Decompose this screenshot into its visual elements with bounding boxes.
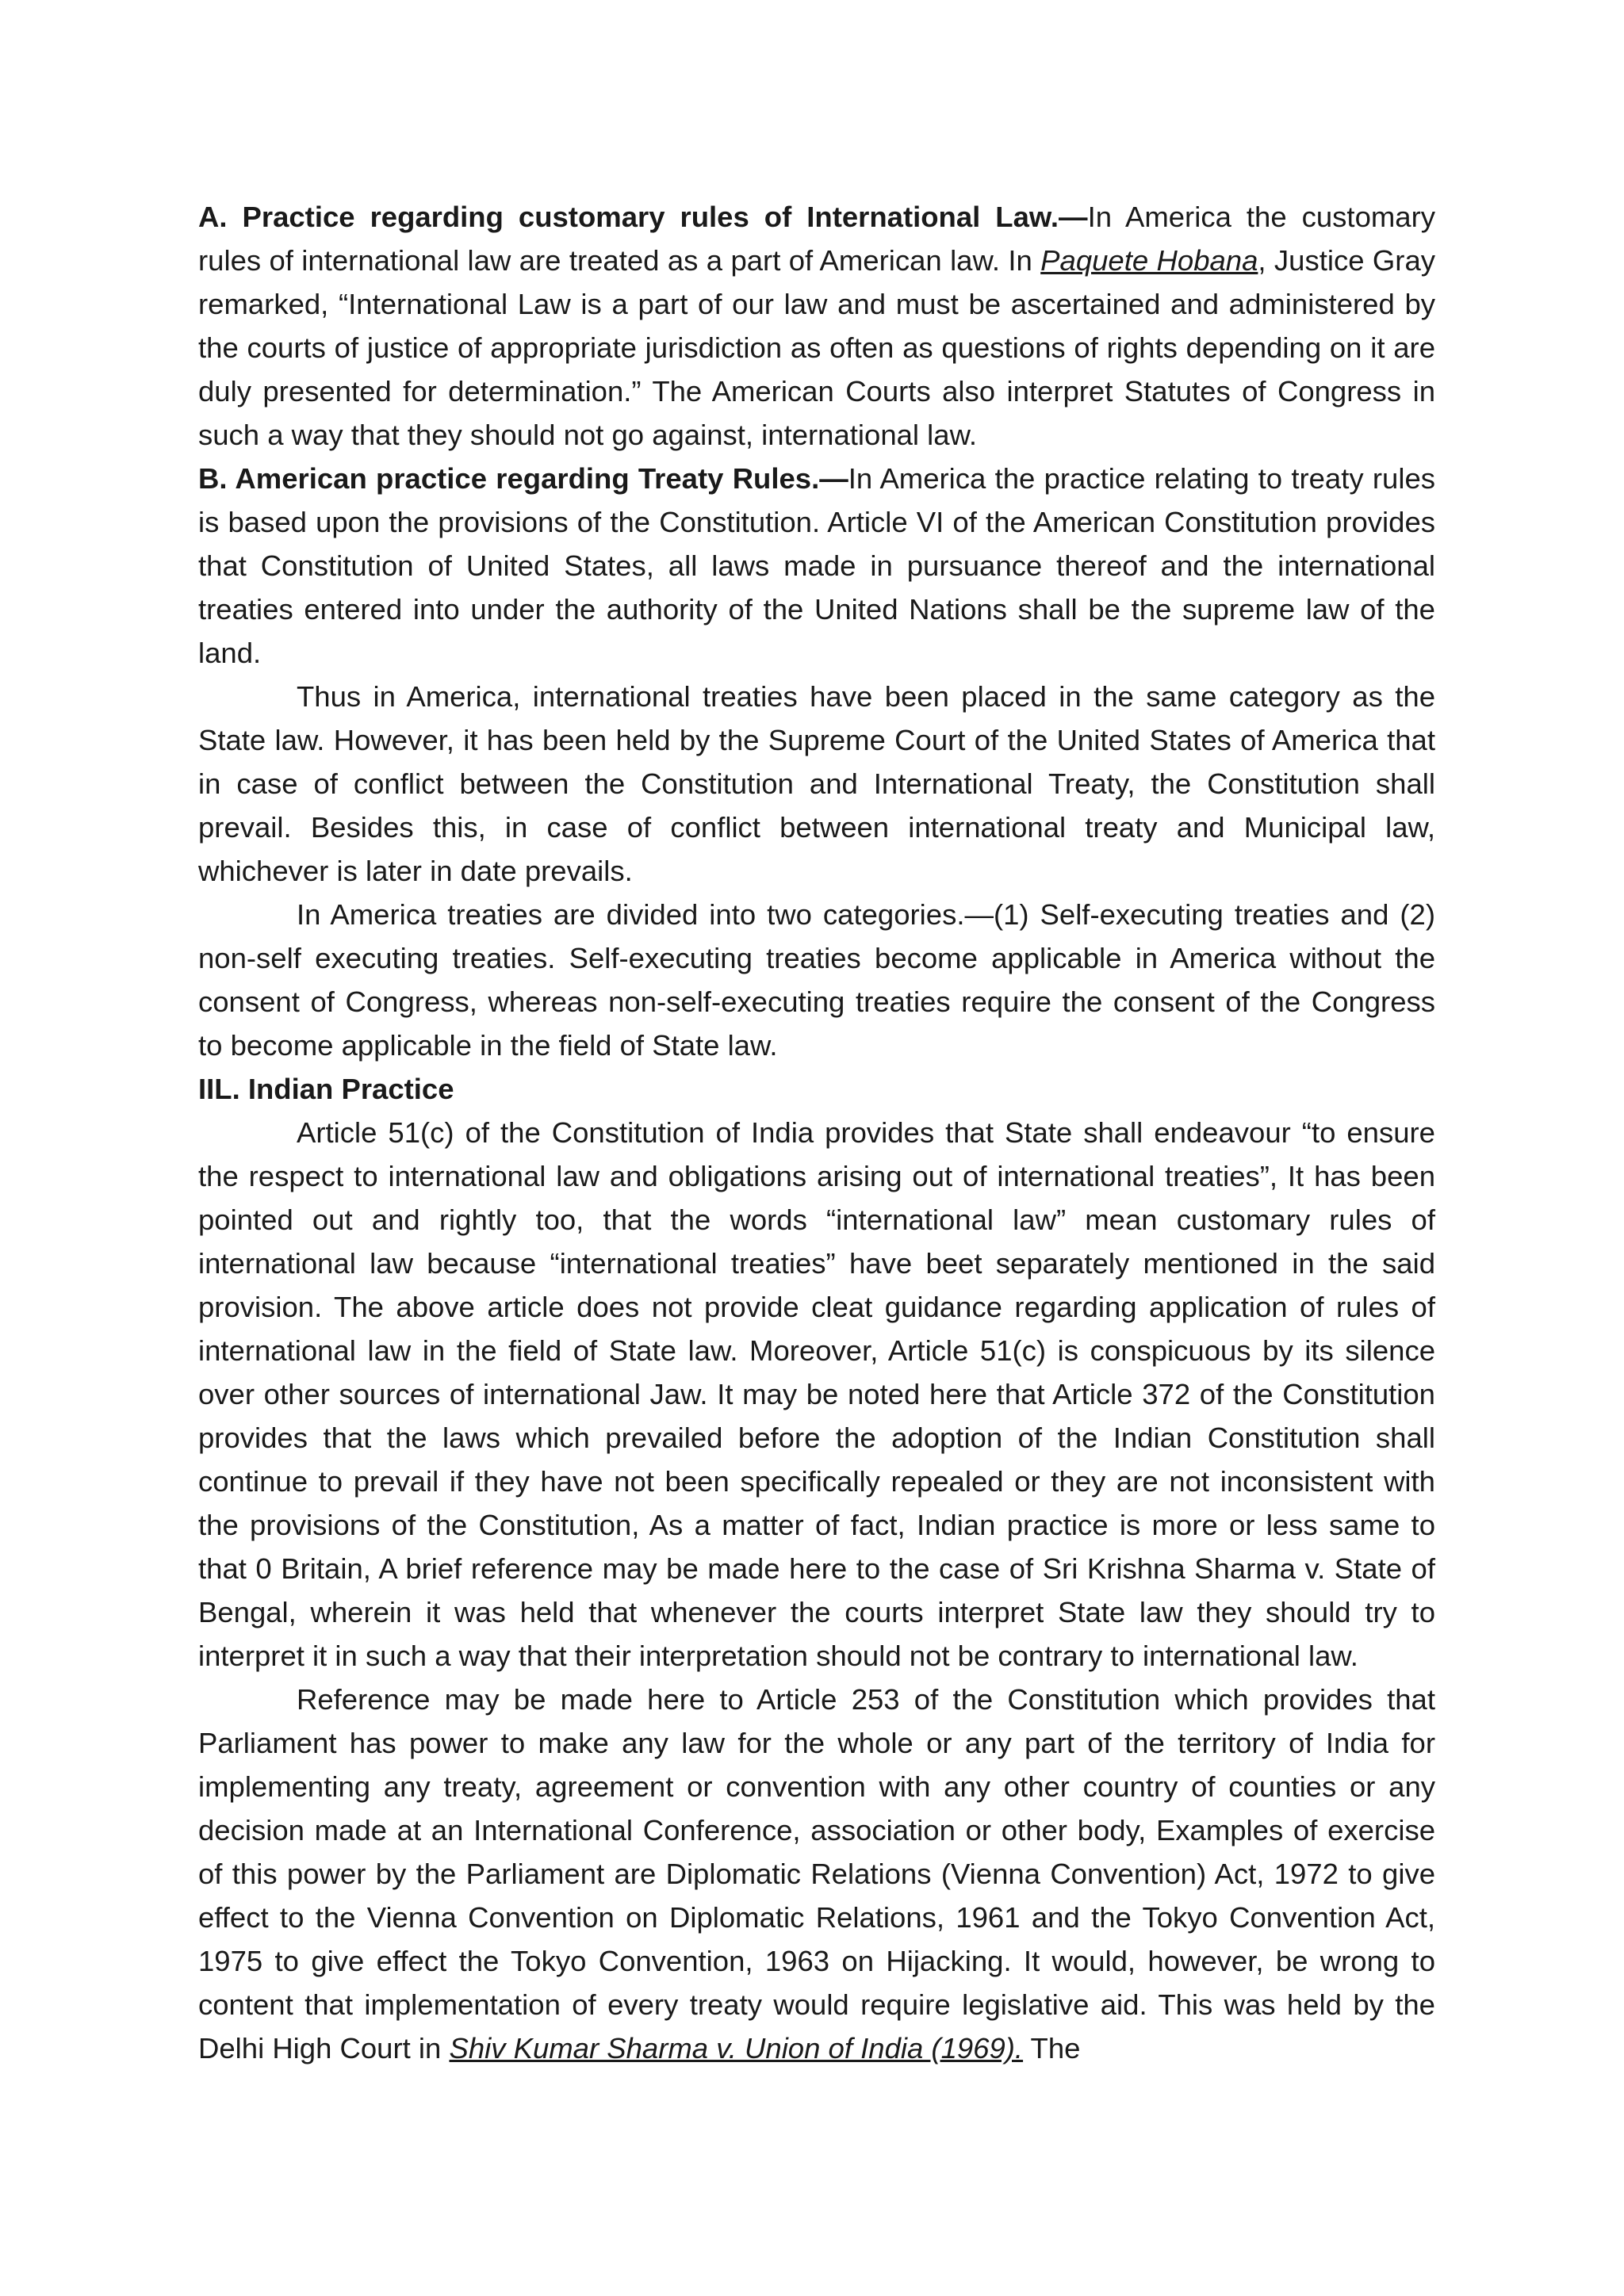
heading-section-b: B. American practice regarding Treaty Rules.— bbox=[198, 462, 848, 495]
paragraph-article-51: Article 51(c) of the Constitution of India provides that State shall endeavour “to ensure the respect to international law and obligations arising out of international treaties”, It has been pointed out and rightly too, that the words “international law” mean customary rules of international law because “international treaties” have beet separately mentioned in the said provision. The above article does not provide cleat guidance regarding application of rules of international law in the field of State law. Moreover, Article 51(c) is conspicuous by its silence over other sources of international Jaw. It may be noted here that Article 372 of the Constitution provides that the laws which prevailed before the adoption of the Indian Constitution shall continue to prevail if they have not been specifically repealed or they are not inconsistent with the provisions of the Constitution, As a matter of fact, Indian practice is more or less same to that 0 Britain, A brief reference may be made here to the case of Sri Krishna Sharma v. State of Bengal, wherein it was held that whenever the courts interpret State law they should try to interpret it in such a way that their interpretation should not be contrary to international law. bbox=[198, 1116, 1435, 1672]
case-citation-shiv-kumar-sharma: Shiv Kumar Sharma v. Union of India (1969). bbox=[449, 2032, 1024, 2064]
article-253-text-1: Reference may be made here to Article 253 of the Constitution which provides that Parliament has power to make any law for the whole or any part of the territory of India for implementing any treaty, agreement or convention with any other country of counties or any decision made at an International Conference, association or other body, Examples of exercise of this power by the Parliament are Diplomatic Relations (Vienna Convention) Act, 1972 to give effect to the Vienna Convention on Diplomatic Relations, 1961 and the Tokyo Convention Act, 1975 to give effect the Tokyo Convention, 1963 on Hijacking. It would, however, be wrong to content that implementation of every treaty would require legislative aid. This was held by the Delhi High Court in bbox=[198, 1683, 1435, 2064]
section-a-text-2: , Justice Gray remarked, “International Law is a part of our law and must be ascertained and administered by the courts of justice of appropriate jurisdiction as often as questions of rights depending on it are duly presented for determination.” The American Courts also interpret Statutes of Congress in such a way that they should not go against, international law. bbox=[198, 244, 1435, 451]
paragraph-thus: Thus in America, international treaties have been placed in the same category as the State law. However, it has been held by the Supreme Court of the United States of America that in case of conflict between the Constitution and International Treaty, the Constitution shall prevail. Besides this, in case of conflict between international treaty and Municipal law, whichever is later in date prevails. bbox=[198, 680, 1435, 887]
document-page bbox=[198, 195, 1435, 2070]
heading-indian-practice: IIL. Indian Practice bbox=[198, 1073, 454, 1105]
section-a-text-1: In America the customary rules of international law are treated as a part of American law. In bbox=[198, 201, 1435, 277]
case-citation-paquete-hobana: Paquete Hobana bbox=[1040, 244, 1258, 277]
article-253-text-2: The bbox=[1023, 2032, 1081, 2064]
paragraph-section-a bbox=[198, 195, 1435, 457]
section-b-text: In America the practice relating to treaty rules is based upon the provisions of the Constitution. Article VI of the American Constitution provides that Constitution of United States, all laws made in pursuance thereof and the international treaties entered into under the authority of the United Nations shall be the supreme law of the land. bbox=[198, 462, 1436, 669]
heading-section-a: A. Practice regarding customary rules of International Law.— bbox=[198, 201, 1088, 233]
paragraph-section-b bbox=[198, 457, 1435, 675]
paragraph-article-253 bbox=[198, 1678, 1435, 2070]
paragraph-treaty-categories: In America treaties are divided into two categories.—(1) Self-executing treaties and (2) non-self executing treaties. Self-executing treaties become applicable in America without the consent of Congress, whereas non-self-executing treaties require the consent of the Congress to become applicable in the field of State law. bbox=[198, 898, 1435, 1062]
